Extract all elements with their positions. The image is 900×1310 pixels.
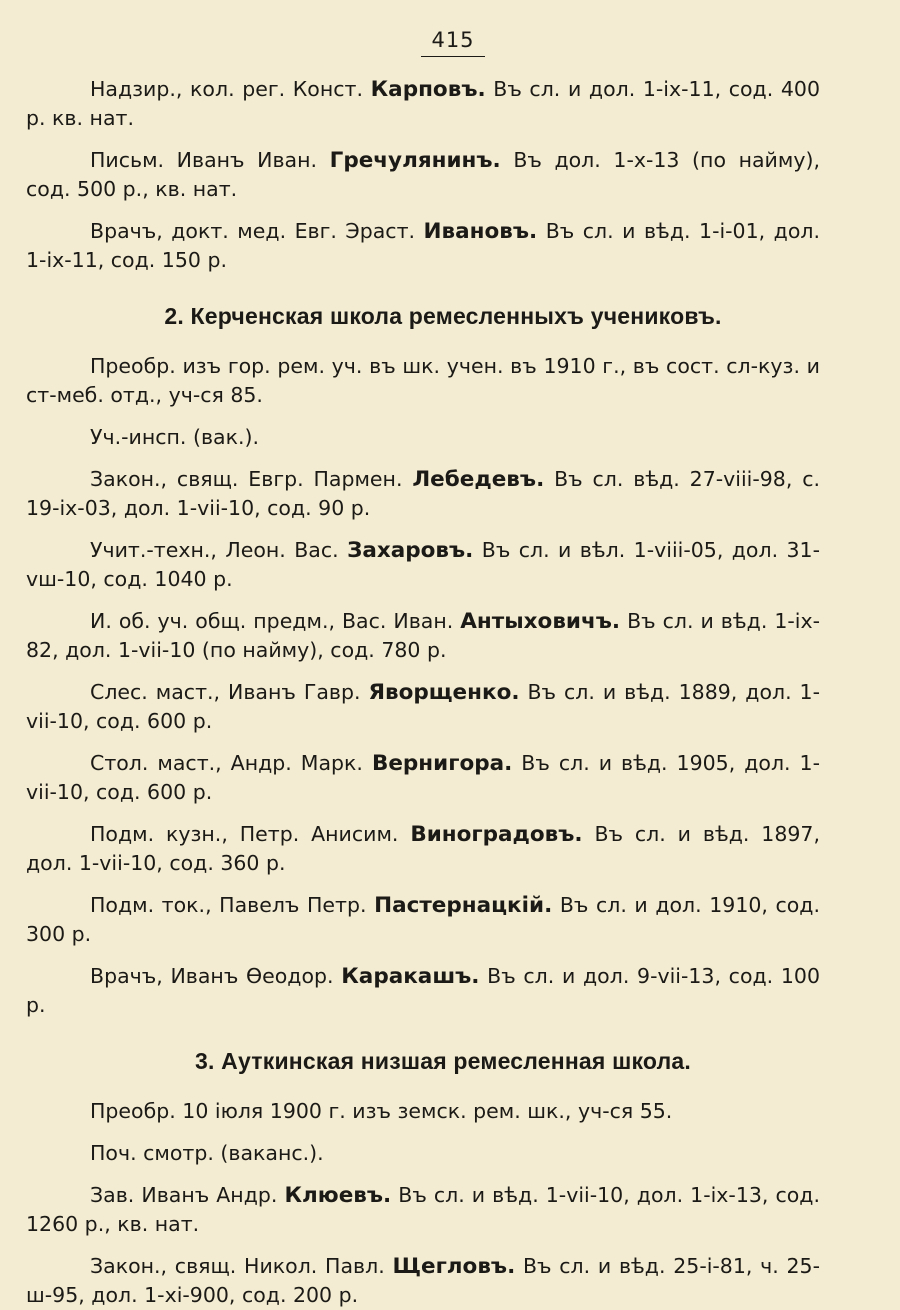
- vacancy-line: Уч.-инсп. (вак.).: [90, 425, 260, 449]
- vacancy-line: Поч. смотр. (ваканс.).: [90, 1141, 324, 1165]
- entry-grechulyanin: Письм. Иванъ Иван. Гречулянинъ. Въ дол. 1-x-13 (по найму), сод. 500 р., кв. нат.: [26, 148, 820, 201]
- person-name: Яворщенко.: [368, 680, 520, 705]
- person-name: Виноградовъ.: [410, 822, 583, 847]
- entry-pasternatsky: Подм. ток., Павелъ Петр. Пастернацкій. Въ сл. и дол. 1910, сод. 300 р.: [26, 893, 820, 946]
- entry-zakharov: Учит.-техн., Леон. Вас. Захаровъ. Въ сл. и вѣл. 1-viii-05, дол. 31-vш-10, сод. 1040 р.: [26, 538, 820, 591]
- entry-karpov: Надзир., кол. рег. Конст. Карповъ. Въ сл. и дол. 1-ix-11, сод. 400 р. кв. нат.: [26, 77, 821, 130]
- section-title-autka-school: 3. Ауткинская низшая ремесленная школа.: [195, 1048, 691, 1074]
- entry-lebedev: Закон., свящ. Евгр. Пармен. Лебедевъ. Въ сл. вѣд. 27-viii-98, с. 19-ix-03, дол. 1-vii-10, сод. 90 р.: [26, 467, 820, 520]
- person-name: Захаровъ.: [347, 538, 474, 563]
- person-name: Гречулянинъ.: [329, 148, 501, 173]
- entry-klyuev: Зав. Иванъ Андр. Клюевъ. Въ сл. и вѣд. 1-vii-10, дол. 1-ix-13, сод. 1260 р., кв. нат.: [26, 1183, 820, 1236]
- section-intro: Преобр. 10 іюля 1900 г. изъ земск. рем. шк., уч-ся 55.: [90, 1099, 673, 1123]
- person-name: Ивановъ.: [423, 219, 538, 244]
- person-name: Карповъ.: [370, 77, 486, 102]
- person-name: Каракашъ.: [341, 964, 480, 989]
- person-name: Пастернацкій.: [374, 893, 553, 918]
- person-name: Антыховичъ.: [460, 609, 621, 634]
- entry-vinogradov: Подм. кузн., Петр. Анисим. Виноградовъ. Въ сл. и вѣд. 1897, дол. 1-vii-10, сод. 360 р.: [26, 822, 820, 875]
- entry-yavorshchenko: Слес. маст., Иванъ Гавр. Яворщенко. Въ сл. и вѣд. 1889, дол. 1-vii-10, сод. 600 р.: [26, 680, 820, 733]
- section-title-kerch-school: 2. Керченская школа ремесленныхъ учениковъ.: [164, 303, 722, 329]
- person-name: Лебедевъ.: [412, 467, 545, 492]
- entry-antykhovich: И. об. уч. общ. предм., Вас. Иван. Антыховичъ. Въ сл. и вѣд. 1-ix-82, дол. 1-vii-10 (по найму), сод. 780 р.: [26, 609, 821, 662]
- section-intro: Преобр. изъ гор. рем. уч. въ шк. учен. въ 1910 г., въ сост. сл-куз. и ст-меб. отд., уч-ся 85.: [26, 354, 820, 407]
- entry-karakash: Врачъ, Иванъ Өеодор. Каракашъ. Въ сл. и дол. 9-vii-13, сод. 100 р.: [26, 964, 821, 1017]
- entry-vernigora: Стол. маст., Андр. Марк. Вернигора. Въ сл. и вѣд. 1905, дол. 1-vii-10, сод. 600 р.: [26, 751, 820, 804]
- person-name: Вернигора.: [371, 751, 513, 776]
- entry-ivanov: Врачъ, докт. мед. Евг. Эраст. Ивановъ. Въ сл. и вѣд. 1-i-01, дол. 1-ix-11, сод. 150 р.: [26, 219, 820, 272]
- entry-shcheglov: Закон., свящ. Никол. Павл. Щегловъ. Въ сл. и вѣд. 25-i-81, ч. 25-ш-95, дол. 1-xi-900, сод. 200 р.: [26, 1254, 820, 1307]
- person-name: Щегловъ.: [392, 1254, 516, 1279]
- page-number: 415: [421, 28, 484, 57]
- person-name: Клюевъ.: [284, 1183, 392, 1208]
